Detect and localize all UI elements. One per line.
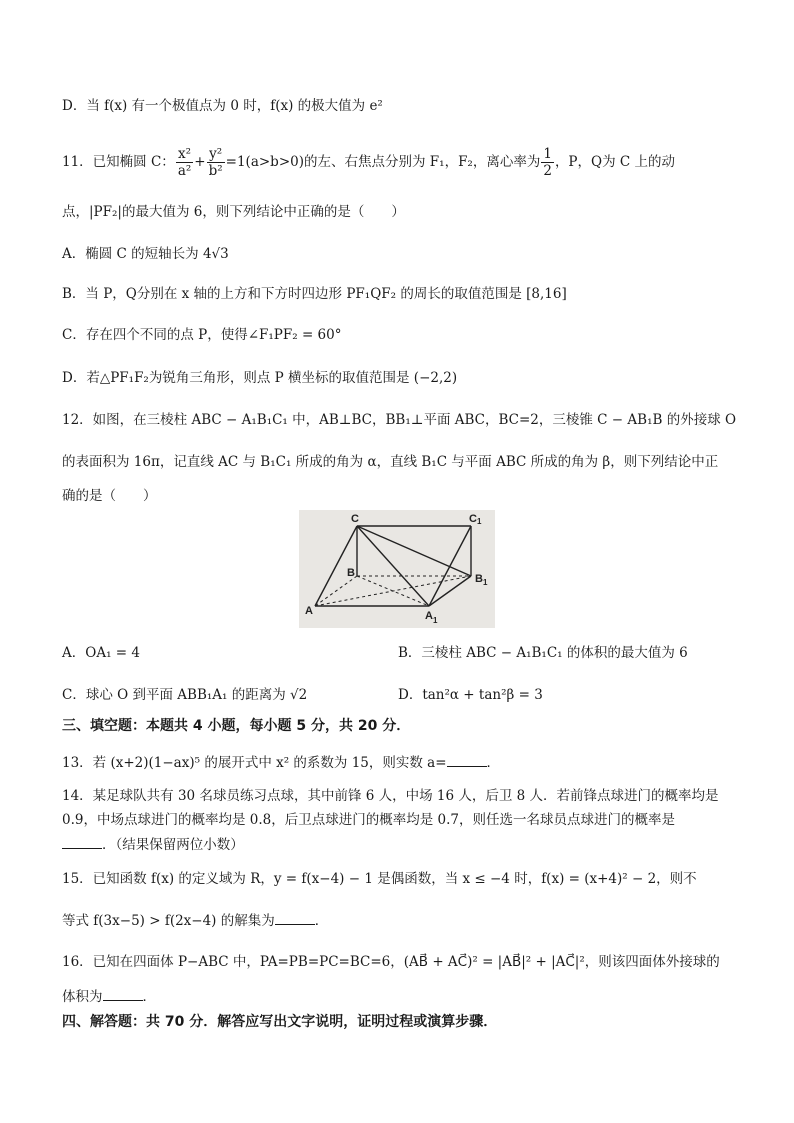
question-10-option-d: D．当 f(x) 有一个极值点为 0 时，f(x) 的极大值为 e² [62, 98, 383, 114]
prism-diagram [299, 510, 495, 628]
question-12-line-3: 确的是（ ） [62, 488, 157, 504]
question-15-line-2: 等式 f(3x−5) > f(2x−4) 的解集为 ． [62, 910, 328, 931]
label-c1-sub: 1 [477, 517, 482, 526]
label-a: A [305, 605, 313, 617]
question-11-intro: 11．已知椭圆 C： [62, 154, 175, 170]
question-12-option-c: C．球心 O 到平面 ABB₁A₁ 的距离为 √2 [62, 687, 308, 703]
question-15-line-1: 15．已知函数 f(x) 的定义域为 R，y = f(x−4) − 1 是偶函数，当 x ≤ −4 时，f(x) = (x+4)² − 2，则不 [62, 871, 697, 887]
question-14-line-3: ．（结果保留两位小数） [62, 834, 244, 855]
question-12-option-b: B．三棱柱 ABC − A₁B₁C₁ 的体积的最大值为 6 [398, 645, 688, 661]
question-16-line-1: 16．已知在四面体 P−ABC 中，PA=PB=PC=BC=6，(AB⃗ + AC⃗)² = |AB⃗|² + |AC⃗|²，则该四面体外接球的 [62, 954, 720, 970]
answer-blank [62, 834, 102, 849]
question-13: 13．若 (x+2)(1−ax)⁵ 的展开式中 x² 的系数为 15，则实数 a= ． [62, 752, 500, 773]
question-12-line-1: 12．如图，在三棱柱 ABC − A₁B₁C₁ 中，AB⊥BC，BB₁⊥平面 ABC，BC=2，三棱锥 C − AB₁B 的外接球 O [62, 412, 737, 428]
prism-figure [299, 510, 495, 628]
ellipse-condition: =1(a>b>0)的左、右焦点分别为 F₁，F₂，离心率为 [225, 154, 541, 170]
question-16-line-2: 体积为 ． [62, 986, 156, 1007]
answer-blank [447, 752, 487, 767]
plus-sign: + [194, 154, 206, 170]
question-11-option-c: C．存在四个不同的点 P，使得∠F₁PF₂ = 60° [62, 327, 342, 343]
question-11-option-d: D．若△PF₁F₂为锐角三角形，则点 P 横坐标的取值范围是 (−2,2) [62, 370, 458, 386]
question-14-line-1: 14．某足球队共有 30 名球员练习点球，其中前锋 6 人，中场 16 人，后卫 8 人．若前锋点球进门的概率均是 [62, 788, 719, 804]
question-14-line-2: 0.9，中场点球进门的概率均是 0.8，后卫点球进门的概率均是 0.7，则任选一名球员点球进门的概率是 [62, 812, 675, 828]
section-3-heading: 三、填空题：本题共 4 小题，每小题 5 分，共 20 分． [62, 718, 411, 734]
question-11-option-b: B．当 P，Q分别在 x 轴的上方和下方时四边形 PF₁QF₂ 的周长的取值范围是 [8,16] [62, 286, 567, 302]
label-c1: C [469, 513, 477, 525]
question-12-option-a: A．OA₁ = 4 [62, 645, 140, 661]
question-11-stem [62, 146, 675, 179]
label-b1-sub: 1 [483, 578, 488, 587]
label-b1: B [475, 573, 483, 585]
section-4-heading: 四、解答题：共 70 分．解答应写出文字说明，证明过程或演算步骤． [62, 1014, 498, 1030]
answer-blank [275, 910, 315, 925]
question-11-line-2: 点，|PF₂|的最大值为 6，则下列结论中正确的是（ ） [62, 204, 405, 220]
fraction-x2-a2: $\frac{\text{x²}}{\text{a²}}$ [177, 146, 192, 179]
question-12-line-2: 的表面积为 16π，记直线 AC 与 B₁C₁ 所成的角为 α，直线 B₁C 与平面 ABC 所成的角为 β，则下列结论中正 [62, 454, 719, 470]
question-11-intro-tail: ，P，Q为 C 上的动 [554, 154, 676, 170]
label-b: B [347, 567, 355, 579]
label-a1-sub: 1 [433, 616, 438, 625]
question-12-option-d: D．tan²α + tan²β = 3 [398, 687, 543, 703]
question-11-option-a: A．椭圆 C 的短轴长为 4√3 [62, 246, 229, 262]
fraction-one-half: $\frac{1}{2}$ [543, 146, 552, 179]
fraction-y2-b2: $\frac{\text{y²}}{\text{b²}}$ [208, 146, 223, 179]
label-c: C [351, 513, 359, 525]
label-a1: A [425, 610, 433, 622]
answer-blank [103, 986, 143, 1001]
